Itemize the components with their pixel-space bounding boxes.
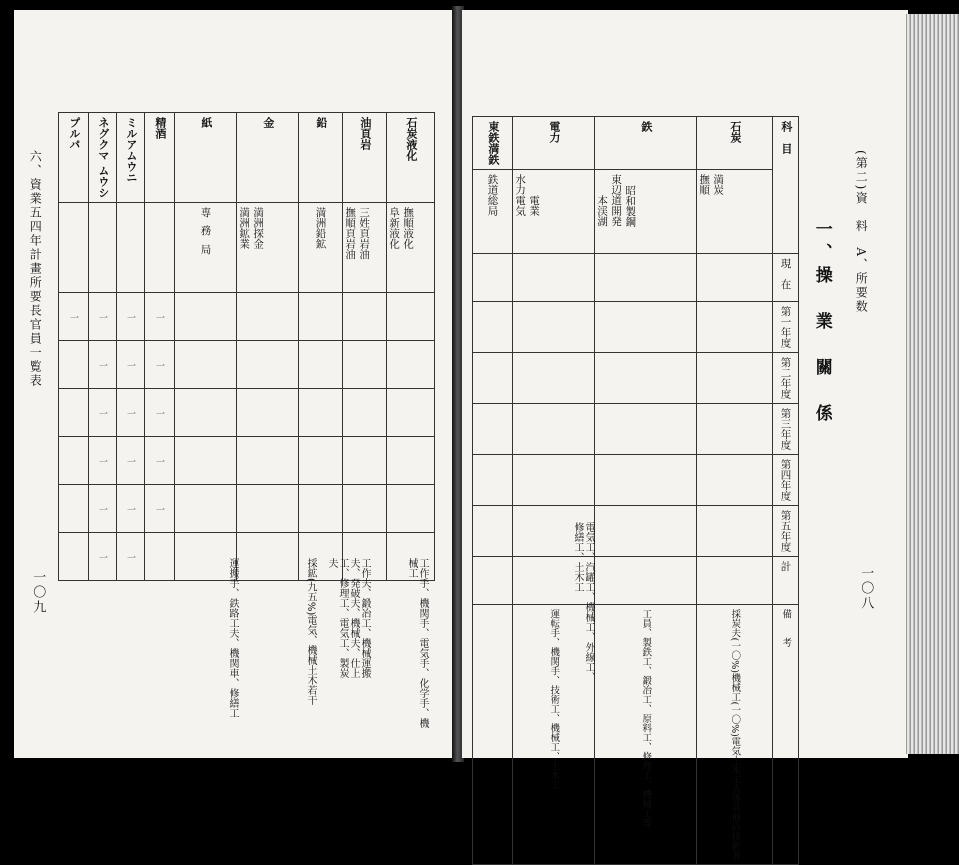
section-title: 一、操 業 關 係 bbox=[811, 220, 832, 427]
col-header: 金 bbox=[261, 117, 275, 128]
item-name: 務 bbox=[199, 225, 212, 236]
item-name: 専 bbox=[199, 206, 212, 218]
value-cell: 一 bbox=[97, 504, 107, 514]
page-edges bbox=[906, 14, 959, 754]
note: 電気工、汽罐工、機械工、外線工、修繕工、土木工 bbox=[572, 522, 594, 682]
left-page bbox=[14, 10, 454, 758]
item-name: 撫順頁岩油 bbox=[344, 206, 357, 260]
col-header: 鉄 bbox=[639, 121, 653, 132]
col-header: プルパ bbox=[67, 117, 81, 150]
value-cell: 一 bbox=[125, 504, 135, 514]
col-header: 紙 bbox=[199, 117, 213, 128]
value-cell: 一 bbox=[154, 408, 164, 418]
right-page-number: 一〇八 bbox=[858, 566, 874, 611]
item-name: 昭和製鋼 bbox=[624, 184, 637, 227]
note: 工作夫、鍛冶工、機械運搬夫、発破夫、機械夫、仕上工、修理工、電気工、製炭夫 bbox=[326, 558, 370, 678]
value-cell: 一 bbox=[154, 504, 164, 514]
right-page bbox=[462, 10, 908, 861]
item-name: 撫順液化 bbox=[402, 206, 415, 249]
value-cell: 一 bbox=[154, 456, 164, 466]
note: 工作手、機関手、電気手、化学手、機械工 bbox=[406, 558, 428, 728]
value-cell: 一 bbox=[125, 456, 135, 466]
right-running-title: (第二)資 料 A、所要数 bbox=[854, 150, 869, 315]
col-header: 精酒 bbox=[153, 117, 167, 139]
item-name: 電業 bbox=[528, 195, 541, 216]
item-name: 本渓湖 bbox=[596, 195, 609, 227]
value-cell: 一 bbox=[154, 312, 164, 322]
value-cell: 一 bbox=[125, 312, 135, 322]
col-header: 石炭 bbox=[728, 121, 742, 143]
left-page-number: 一〇九 bbox=[30, 570, 46, 615]
item-name: 三姓頁岩油 bbox=[358, 206, 371, 260]
item-name: 局 bbox=[199, 243, 212, 255]
value-cell: 一 bbox=[125, 552, 135, 562]
right-table bbox=[472, 116, 799, 865]
item-name: 満洲探金 bbox=[252, 206, 265, 249]
value-cell: 一 bbox=[97, 312, 107, 322]
left-notes bbox=[214, 558, 434, 728]
note: 採炭夫(一〇%)機械工(一〇%)電気土木工夫等其他の技術者 bbox=[729, 609, 741, 861]
value-cell: 一 bbox=[125, 408, 135, 418]
col-header: 油頁岩 bbox=[358, 117, 372, 150]
note: 運搬手、鉄路工夫、機関車、修繕工 bbox=[227, 558, 238, 718]
item-name: 撫順 bbox=[698, 174, 711, 195]
value-cell: 一 bbox=[154, 360, 164, 370]
value-cell: 一 bbox=[125, 360, 135, 370]
row-header: 科 目 bbox=[779, 121, 793, 154]
row-header: 第四年度 bbox=[779, 459, 792, 501]
col-header: ミルアムウニ bbox=[124, 117, 138, 183]
col-header: 電力 bbox=[547, 121, 561, 143]
left-running-title: 六、資業五四年計畫所要長官員一覧表 bbox=[28, 150, 43, 388]
col-header: 鉛 bbox=[314, 117, 328, 128]
row-header: 第五年度 bbox=[779, 510, 792, 552]
row-header: 第三年度 bbox=[779, 408, 792, 450]
item-name: 満洲鉛鉱 bbox=[314, 206, 327, 249]
item-name: 鉄道総局 bbox=[486, 174, 499, 216]
value-cell: 一 bbox=[97, 552, 107, 562]
col-header: 東鉄満鉄 bbox=[486, 121, 500, 165]
item-name: 満洲鉱業 bbox=[238, 206, 251, 249]
row-header: 現 在 bbox=[779, 258, 792, 290]
row-header: 計 bbox=[779, 561, 792, 572]
col-header: 石炭液化 bbox=[404, 117, 418, 161]
left-table bbox=[58, 112, 435, 581]
col-header: ネグクマ ムウシ bbox=[96, 117, 110, 198]
note: 工員、製鉄工、鍛冶工、原料工、修理工、機械工等 bbox=[640, 609, 652, 828]
value-cell: 一 bbox=[97, 456, 107, 466]
item-name: 満炭 bbox=[712, 174, 725, 195]
row-header: 備 考 bbox=[780, 609, 792, 647]
item-name: 水力電気 bbox=[514, 174, 527, 216]
row-header: 第二年度 bbox=[779, 357, 792, 399]
item-name: 阜新液化 bbox=[388, 206, 401, 249]
row-header: 第一年度 bbox=[779, 306, 792, 348]
note: 採鉱(九五%)電気、機械土木若干 bbox=[305, 558, 316, 706]
value-cell: 一 bbox=[68, 312, 78, 322]
item-name: 東辺道開発 bbox=[610, 174, 623, 227]
value-cell: 一 bbox=[97, 408, 107, 418]
note: 運転手、機関手、技術工、機械工、土木工 bbox=[548, 609, 560, 790]
value-cell: 一 bbox=[97, 360, 107, 370]
